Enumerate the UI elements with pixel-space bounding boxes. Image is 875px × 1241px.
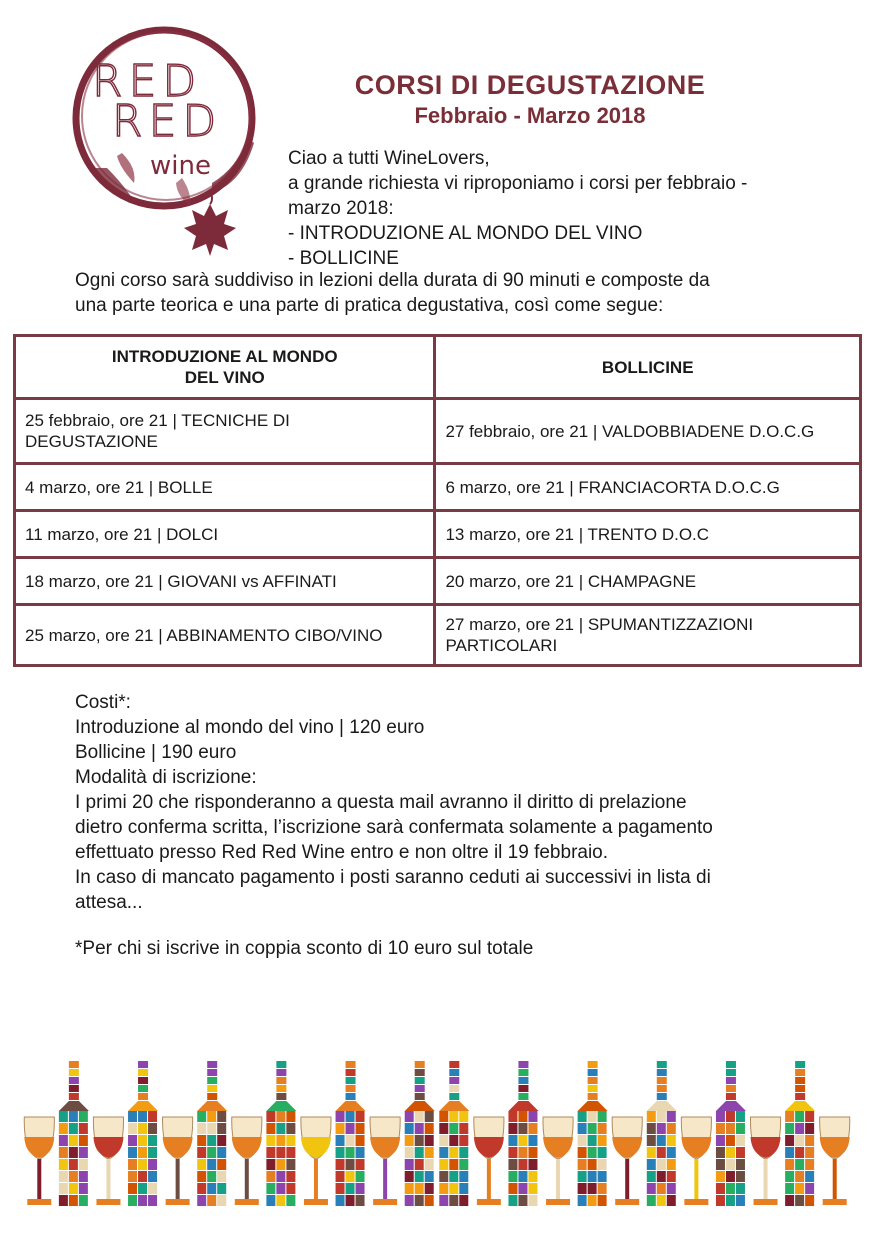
wine-bottle-icon (508, 1061, 538, 1206)
wine-bottle-icon (578, 1061, 608, 1206)
header-bollicine-course: BOLLICINE (435, 336, 861, 399)
price-line: Introduzione al mondo del vino | 120 euro (75, 717, 425, 738)
lesson-cell: 11 marzo, ore 21 | DOLCI (15, 511, 435, 558)
intro-line: marzo 2018: (288, 198, 394, 219)
red-red-wine-logo (62, 18, 272, 258)
table-row (15, 511, 861, 558)
lesson-cell: 25 febbraio, ore 21 | TECNICHE DI DEGUSTAZIONE (15, 399, 435, 464)
enrollment-heading: Modalità di iscrizione: (75, 767, 257, 788)
wine-bottle-icon (59, 1061, 89, 1206)
header-line: DEL VINO (184, 368, 265, 387)
lesson-cell: 25 marzo, ore 21 | ABBINAMENTO CIBO/VINO (15, 605, 435, 666)
wine-glass-icon (163, 1117, 193, 1205)
wine-glass-icon (93, 1117, 123, 1205)
enrollment-line: attesa... (75, 892, 143, 913)
wine-glass-icon (681, 1117, 711, 1205)
wine-glass-icon (543, 1117, 573, 1205)
bottles-and-glasses-illustration (22, 1055, 852, 1215)
wine-glass-icon (232, 1117, 262, 1205)
description-line: una parte teorica e una parte di pratica degustativa, così come segue: (75, 295, 664, 316)
enrollment-line: effettuato presso Red Red Wine entro e non oltre il 19 febbraio. (75, 842, 609, 863)
costs-section (75, 690, 815, 961)
lesson-cell: 27 febbraio, ore 21 | VALDOBBIADENE D.O.C.G (435, 399, 861, 464)
page-subtitle: Febbraio - Marzo 2018 (414, 103, 646, 128)
wine-glass-icon (612, 1117, 642, 1205)
costs-heading: Costi*: (75, 692, 131, 713)
lesson-cell: 4 marzo, ore 21 | BOLLE (15, 464, 435, 511)
wine-glass-icon (474, 1117, 504, 1205)
wine-glass-icon (370, 1117, 400, 1205)
header-intro-course (15, 336, 435, 399)
logo-red-2: RED (112, 96, 223, 147)
table-row (15, 558, 861, 605)
wine-glass-icon (301, 1117, 331, 1205)
greeting: Ciao a tutti WineLovers, (288, 148, 490, 169)
course-item: - INTRODUZIONE AL MONDO DEL VINO (288, 223, 643, 244)
lesson-cell: 20 marzo, ore 21 | CHAMPAGNE (435, 558, 861, 605)
enrollment-line: In caso di mancato pagamento i posti saranno ceduti ai successivi in lista di (75, 867, 711, 888)
enrollment-line: dietro conferma scritta, l’iscrizione sarà confermata solamente a pagamento (75, 817, 713, 838)
wine-bottle-icon (197, 1061, 227, 1206)
page-title: CORSI DI DEGUSTAZIONE (354, 70, 706, 100)
wine-bottle-icon (336, 1061, 366, 1206)
wine-bottle-icon (785, 1061, 815, 1206)
course-item: - BOLLICINE (288, 248, 399, 269)
schedule-table (13, 334, 862, 667)
lesson-cell: 18 marzo, ore 21 | GIOVANI vs AFFINATI (15, 558, 435, 605)
wine-bottle-icon (266, 1061, 296, 1206)
wine-bottle-icon (647, 1061, 677, 1206)
lesson-cell: 13 marzo, ore 21 | TRENTO D.O.C (435, 511, 861, 558)
discount-note: *Per chi si iscrive in coppia sconto di 10 euro sul totale (75, 938, 534, 959)
table-row (15, 399, 861, 464)
description-line: Ogni corso sarà suddiviso in lezioni della durata di 90 minuti e composte da (75, 270, 710, 291)
logo-red-1: RED (92, 56, 203, 107)
enrollment-line: I primi 20 che risponderanno a questa mail avranno il diritto di prelazione (75, 792, 687, 813)
price-line: Bollicine | 190 euro (75, 742, 237, 763)
wine-bottle-icon (405, 1061, 435, 1206)
wine-glass-icon (750, 1117, 780, 1205)
description (75, 268, 815, 318)
wine-glass-icon (24, 1117, 54, 1205)
table-row (15, 605, 861, 666)
intro-line: a grande richiesta vi riproponiamo i corsi per febbraio - (288, 173, 748, 194)
intro-text (288, 146, 828, 271)
wine-glass-icon (820, 1117, 850, 1205)
logo-wine: wine (150, 151, 211, 181)
lesson-cell: 27 marzo, ore 21 | SPUMANTIZZAZIONI PARTICOLARI (435, 605, 861, 666)
wine-bottle-icon (439, 1061, 469, 1206)
wine-bottle-icon (716, 1061, 746, 1206)
lesson-cell: 6 marzo, ore 21 | FRANCIACORTA D.O.C.G (435, 464, 861, 511)
wine-bottle-icon (128, 1061, 158, 1206)
table-row (15, 464, 861, 511)
header-line: INTRODUZIONE AL MONDO (111, 347, 338, 366)
